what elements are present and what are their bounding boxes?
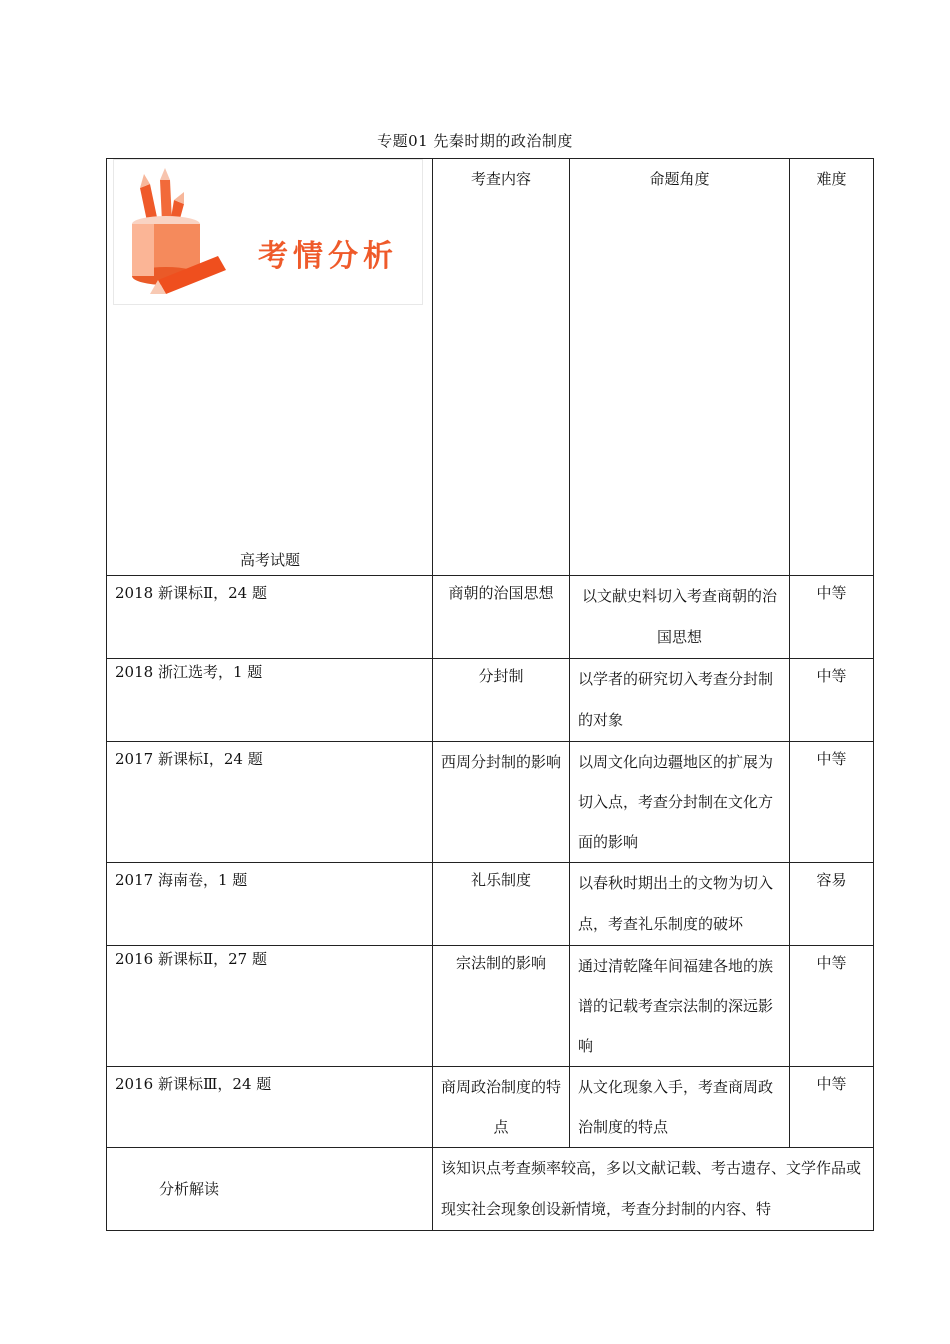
row-source: 2016 新课标Ⅱ，27 题 (107, 946, 433, 1067)
row-source: 2016 新课标Ⅲ，24 题 (107, 1067, 433, 1148)
row-content: 西周分封制的影响 (433, 742, 570, 863)
row-difficulty: 中等 (790, 659, 874, 742)
table-row (107, 946, 874, 1067)
analysis-label: 分析解读 (107, 1148, 433, 1231)
row-content: 礼乐制度 (433, 863, 570, 946)
row-difficulty: 中等 (790, 742, 874, 863)
banner-cell (107, 159, 433, 576)
row-angle: 以春秋时期出土的文物为切入点，考查礼乐制度的破坏 (570, 863, 790, 946)
row-difficulty: 中等 (790, 946, 874, 1067)
row-difficulty: 容易 (790, 863, 874, 946)
row-source: 2017 海南卷，1 题 (107, 863, 433, 946)
row-angle: 从文化现象入手，考查商周政治制度的特点 (570, 1067, 790, 1148)
table-row (107, 863, 874, 946)
table-header-row (107, 159, 874, 576)
table-row (107, 659, 874, 742)
page-title: 专题01 先秦时期的政治制度 (377, 132, 573, 150)
row-source: 2017 新课标Ⅰ，24 题 (107, 742, 433, 863)
header-source: 高考试题 (239, 551, 300, 569)
row-difficulty: 中等 (790, 576, 874, 659)
row-source: 2018 浙江选考，1 题 (107, 659, 433, 742)
row-content: 分封制 (433, 659, 570, 742)
row-content: 商朝的治国思想 (433, 576, 570, 659)
table-row (107, 742, 874, 863)
header-angle: 命题角度 (570, 159, 790, 576)
row-source: 2018 新课标Ⅱ，24 题 (107, 576, 433, 659)
row-content: 商周政治制度的特点 (433, 1067, 570, 1148)
row-angle: 以周文化向边疆地区的扩展为切入点，考查分封制在文化方面的影响 (570, 742, 790, 863)
table-row (107, 1067, 874, 1148)
banner-image (113, 159, 423, 305)
pencil-cup-icon (114, 160, 234, 304)
exam-analysis-table (106, 158, 874, 1231)
banner-text: 考情分析 (258, 239, 398, 274)
row-angle: 以文献史料切入考查商朝的治国思想 (570, 576, 790, 659)
row-angle: 以学者的研究切入考查分封制的对象 (570, 659, 790, 742)
header-difficulty: 难度 (790, 159, 874, 576)
analysis-text: 该知识点考查频率较高，多以文献记载、考古遗存、文学作品或现实社会现象创设新情境，考查分封制的内容、特 (433, 1148, 874, 1231)
row-content: 宗法制的影响 (433, 946, 570, 1067)
row-angle: 通过清乾隆年间福建各地的族谱的记载考查宗法制的深远影响 (570, 946, 790, 1067)
table-row (107, 576, 874, 659)
analysis-row (107, 1148, 874, 1231)
row-difficulty: 中等 (790, 1067, 874, 1148)
header-content: 考查内容 (433, 159, 570, 576)
